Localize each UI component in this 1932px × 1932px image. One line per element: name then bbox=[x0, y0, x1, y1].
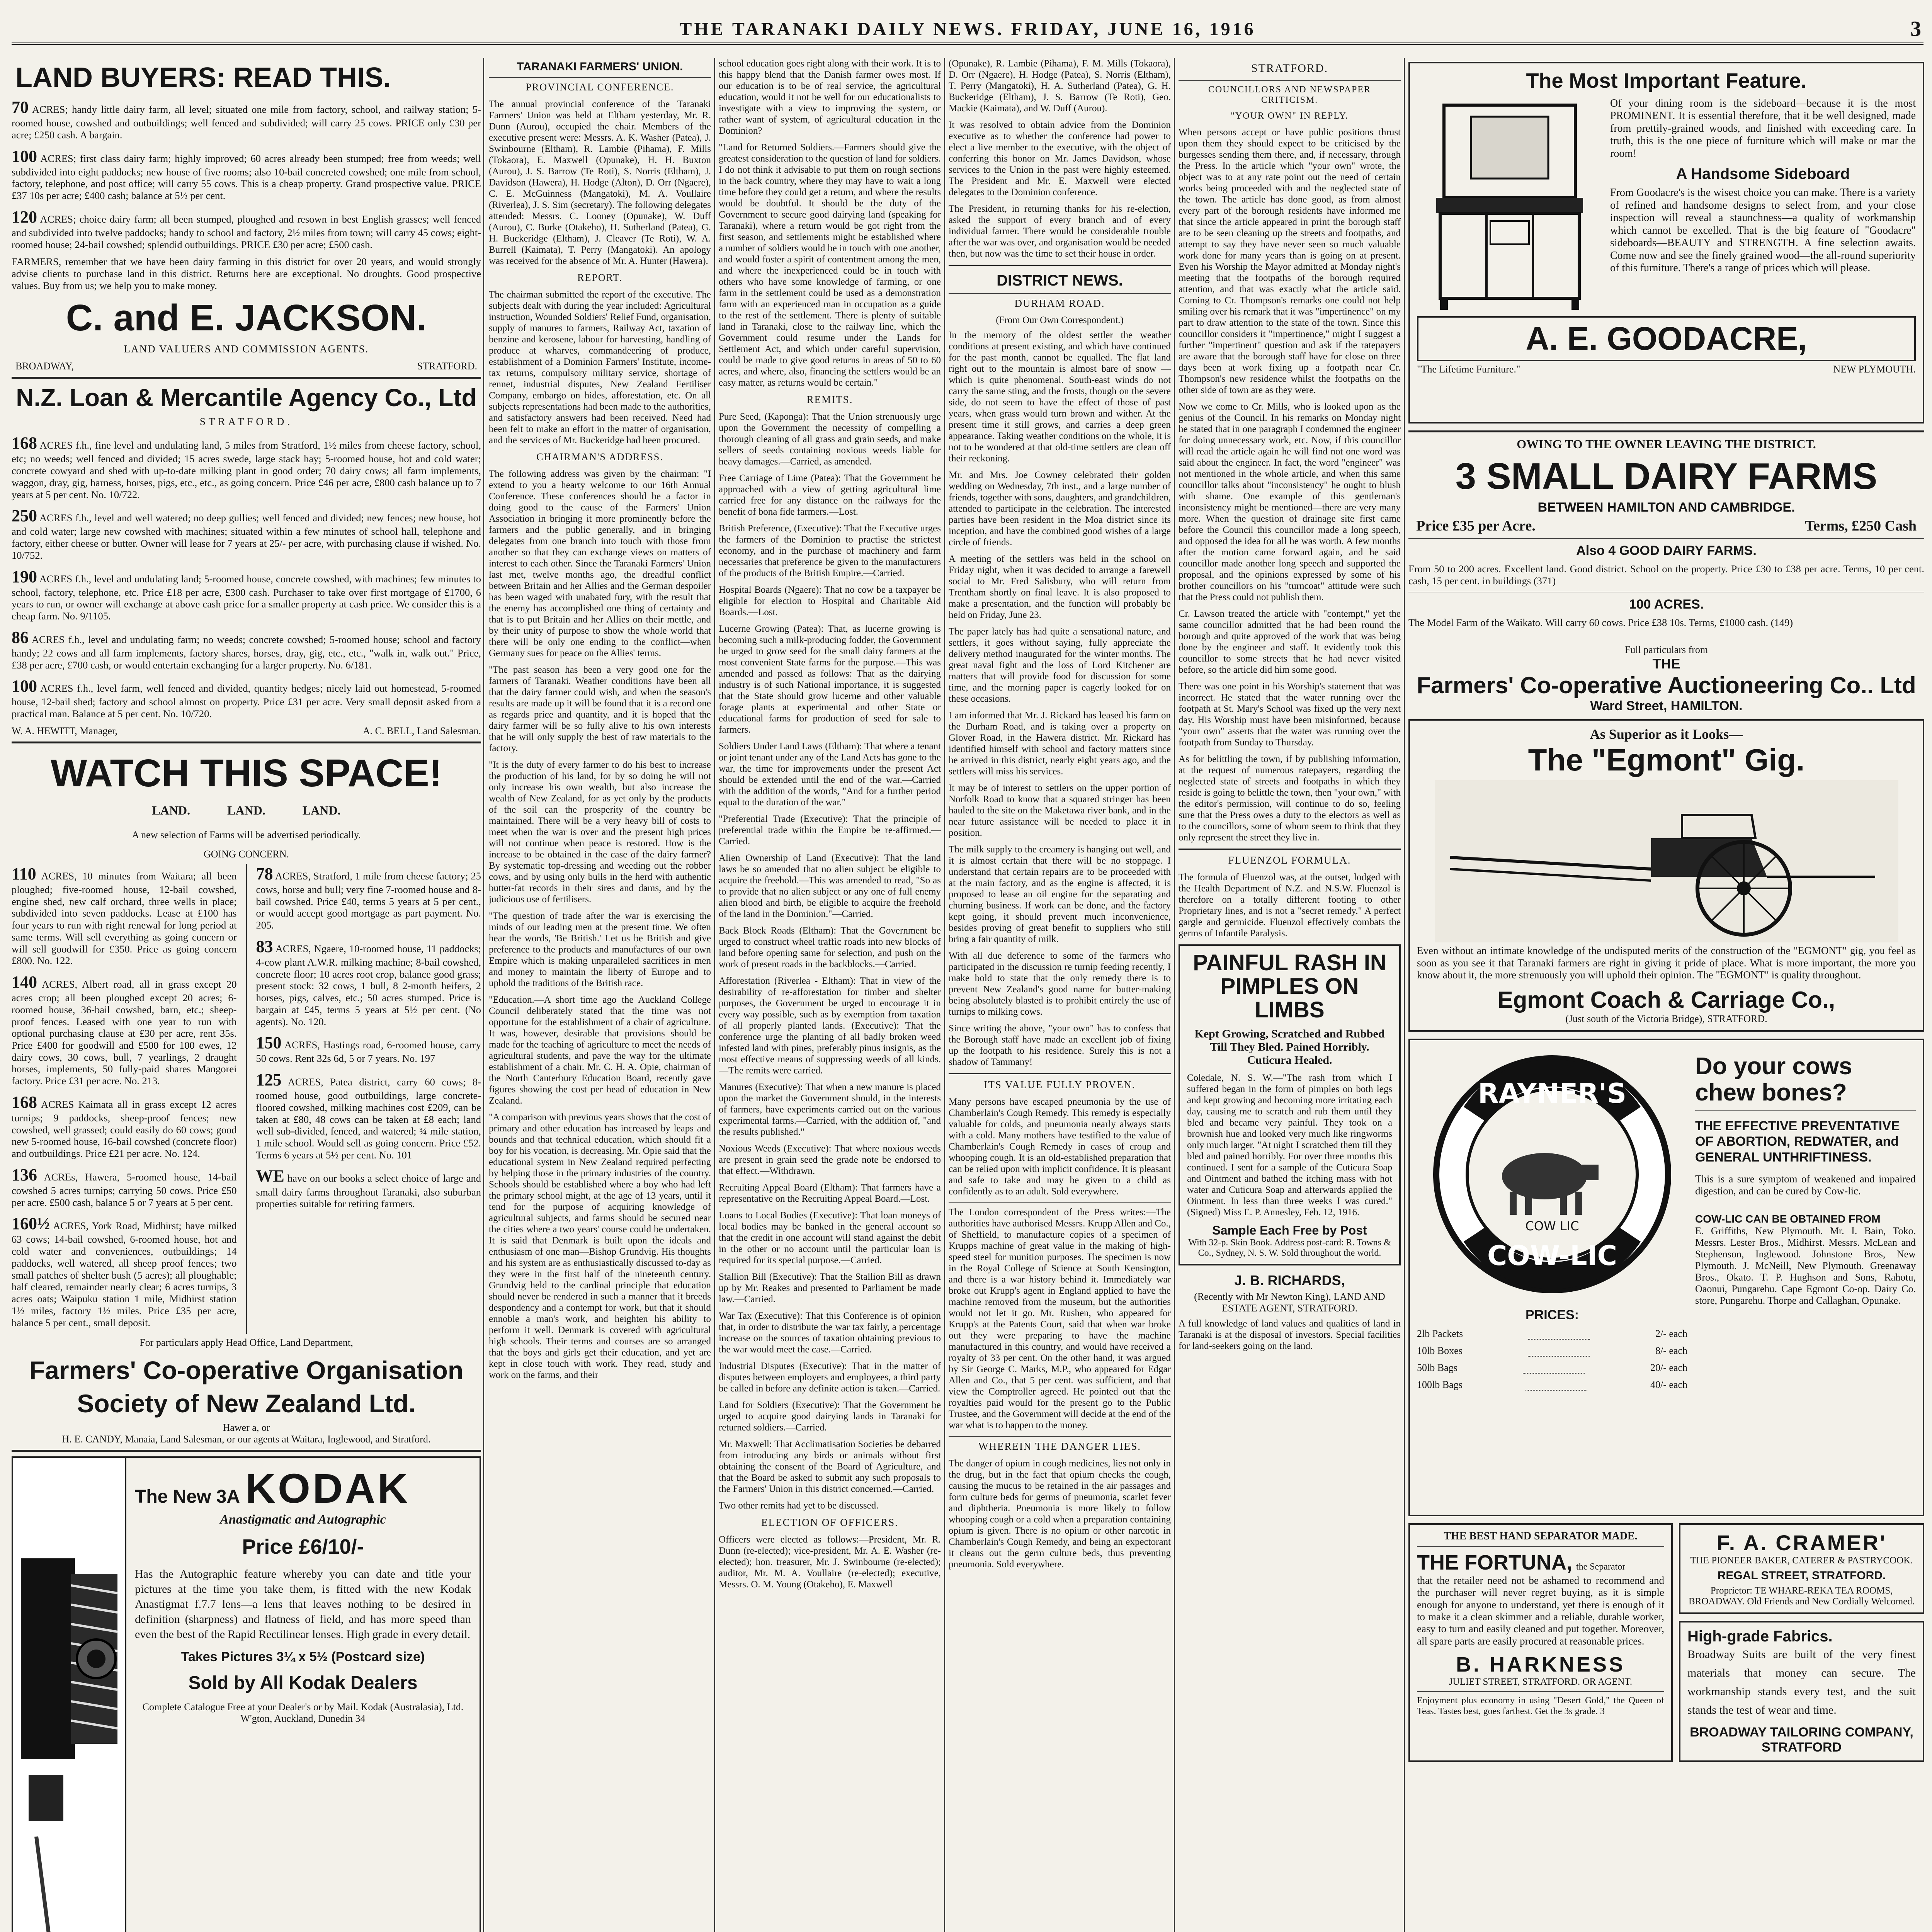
rash-body: Coledale, N. S. W.—"The rash from which I suffered began in the form of pimples on both legs and kept growing and becoming more irritating each day, causing me to scratch and rub them until they bled and became very painful. They took on a brownish hue and looked very much like ringworms only much larger. "At night I scratched them till they bled and pained horribly. For over three months this continued. I sent for a sample of the Cuticura Soap and Ointment and bathed the itching mass with hot water and Cuticura Soap and afterwards applied the Ointment. In less than three weeks I was cured." (Signed) Miss E. P. Annesley, Feb. 12, 1916. bbox=[1187, 1072, 1392, 1218]
dairy-full: Full particulars from bbox=[1624, 644, 1708, 656]
article-paragraph: Mr. Maxwell: That Acclimatisation Societies be debarred from introducing any birds or animals without first obtaining the consent of the Board of Agriculture, and that the Board be asked to submit any such proposals to the Farmers' Union in this district concerned.—Carried. bbox=[719, 1439, 941, 1494]
land-buyers-list bbox=[12, 97, 481, 250]
jackson-sub: LAND VALUERS AND COMMISSION AGENTS. bbox=[124, 343, 369, 355]
price-row: 50lb Bags 20/- each bbox=[1417, 1362, 1687, 1374]
watch-space-ad bbox=[12, 751, 481, 1445]
article-paragraph: Recruiting Appeal Board (Eltham): That farmers have a representative on the Recruiting Appeal Board.—Lost. bbox=[719, 1182, 941, 1204]
article-paragraph: It was resolved to obtain advice from the Dominion executive as to whether the conference had power to elect a live member to the executive, with the object of conferring this honor on Mr. James Davidson, whose services to the Union in the past were highly esteemed. The President and Mr. E. Maxwell were elected delegates to the Dominion conference. bbox=[949, 120, 1171, 197]
fortuna-body: that the retailer need not be ashamed to recommend and the purchaser will never regret buying, as it is simple enough for anyone to understand, yet there is enough of it to make it a clean skimmer and a reliable, durable worker, easy to turn and easily cleaned and put together. Moreover, all spare parts are easily procured at reasonable prices. bbox=[1417, 1575, 1664, 1647]
farmers-union-head: TARANAKI FARMERS' UNION. bbox=[517, 60, 683, 73]
cuticura-ad bbox=[1179, 944, 1401, 1265]
listing: 110 ACRES, 10 minutes from Waitara; all been ploughed; five-roomed house, 12-bail cowshed, engine shed, new calf orchard, three wells in place; subdivided into seven paddocks. Lease at £100 has four years to run with right renewal for long period at same terms. Will sell everything as going concern or will sell goodwill for £350. Price as going concern £800. No. 122. bbox=[12, 864, 237, 967]
dairy-between: BETWEEN HAMILTON AND CAMBRIDGE. bbox=[1537, 500, 1795, 515]
article-paragraph: British Preference, (Executive): That the Executive urges the farmers of the Dominion to practise the strictest economy, and in the purchase of machinery and farm necessaries that preference be given to the manufacturers of the products of the British Empire.—Carried. bbox=[719, 523, 941, 578]
column-rule bbox=[1174, 58, 1175, 1932]
article-paragraph: Hospital Boards (Ngaere): That no cow be a taxpayer be eligible for election to Hospital and Charitable Aid Boards.—Lost. bbox=[719, 585, 941, 617]
rash-sub: Kept Growing, Scratched and Rubbed Till They Bled. Pained Horribly. Cuticura Healed. bbox=[1194, 1027, 1385, 1066]
article-paragraph: Free Carriage of Lime (Patea): That the Government be approached with a view of getting agricultural lime carried free for any distance on the railways for the benefit of bona fide farmers.—Lost. bbox=[719, 473, 941, 517]
kodak-copy bbox=[126, 1458, 480, 1932]
kodak-title-pre: The New 3A bbox=[135, 1486, 240, 1507]
kodak-catalogue: Complete Catalogue Free at your Dealer's or by Mail. Kodak (Australasia), Ltd. W'gton, Auckland, Dunedin 34 bbox=[142, 1701, 464, 1725]
article-paragraph: The danger of opium in cough medicines, lies not only in the drug, but in the fact that opium checks the cough, causing the mucus to be retained in the air passages and form culture beds for germs of pneumonia, scarlet fever and diphtheria. Pneumonia is more likely to follow whooping cough or a cold when a preparation containing opium is given. There is no opium or other narcotic in Chamberlain's Cough Remedy, and being an expectorant it cleans out the germ culture beds, thus preventing pneumonia. Sold everywhere. bbox=[949, 1458, 1171, 1570]
article-paragraph: "Preferential Trade (Executive): That the principle of preferential trade within the Empire be re-affirmed.—Carried. bbox=[719, 814, 941, 847]
article-paragraph: I am informed that Mr. J. Rickard has leased his farm on the Durham Road, and is taking over a property on Glover Road, in the Hawera district. Mr. Rickard has identified himself with school and factory matters since he arrived in this district, nearly eight years ago, and the settlers will miss his services. bbox=[949, 710, 1171, 777]
listing: 136 ACREs, Hawera, 5-roomed house, 14-bail cowshed 5 acres turnips; carrying 50 cows. Price £50 per acre. £500 cash, balance 5 or 7 years at 5 per cent. bbox=[12, 1165, 237, 1208]
kodak-ad bbox=[12, 1456, 481, 1932]
cowlic-obtain: E. Griffiths, New Plymouth. Mr. I. Bain, Toko. Messrs. Lester Bros., Midhirst. Messrs. McLean and Stephenson, Inglewood. Johnstone Bros, New Plymouth. J. McNeill, New Plymouth. Greenaway Bros., Okato. T. P. Hughson and Sons, Rahotu, Oaonui, Pungarehu. Cape Egmont Co-op. Dairy Co. store, Pungarehu. Thorpe and Callaghan, Opunake. bbox=[1695, 1225, 1916, 1306]
dairy-also-body: From 50 to 200 acres. Excellent land. Good district. School on the property. Price £30 to £38 per acre. Terms, 10 per cent. cash, 15 per cent. in buildings (371) bbox=[1408, 563, 1924, 587]
egmont-superior: As Superior as it Looks— bbox=[1590, 726, 1743, 742]
article-paragraph: Officers were elected as follows:—President, Mr. R. Dunn (re-elected); vice-president, Mr. A. E. Washer (re-elected); hon. treasurer, Mr. J. Swinbourne (re-elected); auditor, Mr. M. A. Voullaire (re-elected); executive, Messrs. O. M. Young (Otakeho), E. Maxwell bbox=[719, 1534, 941, 1590]
cramer-sub: THE PIONEER BAKER, CATERER & PASTRYCOOK. bbox=[1690, 1555, 1913, 1566]
dairy-acres: 100 ACRES. bbox=[1629, 597, 1704, 612]
watch-footer: For particulars apply Head Office, Land Department, bbox=[139, 1337, 353, 1349]
article-paragraph: When persons accept or have public positions thrust upon them they should expect to be criticised by the burgesses sending them there, and, if necessary, through the Press. In the article which "your own" wrote, the object was to at any rate point out the need of certain works being proceeded with and the neglected state of the town. The article has done good, as from almost every part of the borough residents have informed me that since the article appeared in print the borough staff are to be seen cleaning up the streets and footpaths, and attempt to say they have never seen so much valuable work done for many years than is going on at present. Even his Worship the Mayor admitted at Monday night's meeting that the footpaths of the borough required attention, and that was exactly what the article said. Coming to Cr. Thompson's remarks one could not help smiling over his remark that it was "impertinence" on my part to draw attention to the state of the town. Since this councillor considers it "impertinence," might I suggest a further "impertinent" question and ask if the ratepayers are aware that the borough staff have for close on three days been at work fixing up a footpath near Cr. Thompson's new residence whilst the footpaths on the other side of town are as they were. bbox=[1179, 127, 1401, 395]
egmont-sub: (Just south of the Victoria Bridge), STRATFORD. bbox=[1565, 1013, 1767, 1025]
column-4 bbox=[949, 58, 1171, 1932]
prices-head: PRICES: bbox=[1526, 1308, 1579, 1323]
listing: 190 ACRES f.h., level and undulating land; 5-roomed house, concrete cowshed, with machines; few minutes to school, factory, telephone, etc. Price £18 per acre, £300 cash. Purchaser to take over first mortgage of £1700, 6 years to run, or owner will exchange at above cash price for a smaller property at cash price. We consider this is a cheap farm. No. 9/1105. bbox=[12, 567, 481, 622]
article-paragraph: War Tax (Executive): That this Conference is of opinion that, in order to distribute the war tax fairly, a percentage increase on the sources of taxation obtaining previous to the war would meet the case.—Carried. bbox=[719, 1311, 941, 1355]
article-paragraph: The following address was given by the chairman: "I extend to you a hearty welcome to our 16th Annual Conference. These conferences should be a factor in doing good to the cause of the Farmers' Union Association in bringing it more prominently before the farmers and the public generally, and in bringing delegates from one branch into touch with those from another so that they can exchange views on matters of interest to each other. Since the Taranaki Farmers' Union last met, twelve months ago, the dreadful conflict between Britain and her Allies and the German despoiler has been waged with unabated fury, with the result that the enemy has accomplished one thing of certainty and that is to put Britain and her Allies on their mettle, and by their unity of purpose to show the whole world that there will be only one ending to the conflict—when Germany sues for peace on the Allies' terms. bbox=[489, 469, 711, 658]
goodacre-tagline: "The Lifetime Furniture." bbox=[1417, 364, 1520, 375]
listing: 250 ACRES f.h., level and well watered; no deep gullies; well fenced and divided; new fences; new house, hot and cold water; large new cowshed with machines; situated within a few minutes of school hall, telephone and factory, either cheese or butter. Owner will lease for 7 years at 25/- per acre, with purchasing clause if wished. No. 10/752. bbox=[12, 506, 481, 561]
article-paragraph: Mr. and Mrs. Joe Cowney celebrated their golden wedding on Wednesday, 7th inst., and a large number of friends, together with sons, daughters, and grandchildren, attended to participate in the celebration. The interested parties have been resident in the Moa district since its inception, and have the combined good wishes of a large circle of friends. bbox=[949, 470, 1171, 548]
nz-loan-ad bbox=[12, 383, 481, 736]
dairy-terms: Terms, £250 Cash bbox=[1805, 518, 1917, 534]
durham-head: DURHAM ROAD. bbox=[1014, 298, 1105, 309]
richards-sub: (Recently with Mr Newton King), LAND AND ESTATE AGENT, STRATFORD. bbox=[1194, 1291, 1385, 1314]
article-paragraph: (Opunake), R. Lambie (Pihama), F. M. Mills (Tokaora), D. Orr (Ngaere), H. Hodge (Patea), S. Norris (Eltham), T. Perry (Mangatoki), H. A. Sutherland (Patea), G. H. Buckeridge (Eltham), J. S. Barrow (Te Roti), Geo. Mackie (Kaimata), and W. Duff (Aurou). bbox=[949, 58, 1171, 114]
article-paragraph: Lucerne Growing (Patea): That, as lucerne growing is becoming such a milk-producing fodder, the Government be urged to grow seed for the small dairy farmers at the most convenient State farms for the purpose.—This was amended and passed as follows: That as the dairying industry is of such National importance, it is suggested that the State should grow lucerne and other valuable forage plants at experimental and other State or educational farms for production of seed for sale to farmers. bbox=[719, 624, 941, 735]
goodacre-p1: Of your dining room is the sideboard—because it is the most PROMINENT. It is essential therefore, that it be well designed, made from prettily-grained woods, and finished with exceeding care. In truth, this is the one piece of furniture which will make or mar the room! bbox=[1610, 97, 1916, 160]
column-3 bbox=[719, 58, 941, 1932]
remits-head: REMITS. bbox=[806, 394, 853, 405]
cramer-prop: Proprietor: TE WHARE-REKA TEA ROOMS, BROADWAY. Old Friends and New Cordially Welcomed. bbox=[1689, 1585, 1915, 1607]
listing: 86 ACRES f.h., level and undulating farm; no weeds; concrete cowshed; 5-roomed house; school and factory handy; 22 cows and all farm implements, factory shares, horses, dray, gig, etc., etc., "walk in, walk out." Price, £38 per acre, £700 cash, or would entertain exchanging for a larger property. No. 6/181. bbox=[12, 628, 481, 671]
article-paragraph: Industrial Disputes (Executive): That in the matter of disputes between employers and employees, a third party be called in before any definite action is taken.—Carried. bbox=[719, 1361, 941, 1394]
stratford-head: STRATFORD. bbox=[1251, 62, 1328, 75]
owing-line: OWING TO THE OWNER LEAVING THE DISTRICT. bbox=[1517, 437, 1816, 451]
article-paragraph: "Land for Returned Soldiers.—Farmers should give the greatest consideration to the question of land for soldiers. I do not think it advisable to put them on rough sections in the back country, where they may have to wait a long time before they could get a return, and where the results would be doubtful. It should be the duty of the Government to secure good dairying land (speaking for Taranaki), where a return would be got right from the first season, and settlements might be established where a number of soldiers would be in touch with one another, and would foster a spirit of contentment among the men, and where the inexperienced could be in touch with others who have some knowledge of farming, or one farm in the settlement could be used as a demonstration farm with an experienced man in occupation as a guide to the rest of the settlement. There is plenty of suitable land in Taranaki, close to the railway line, which the Government could resume under the Lands for Settlement Act, and which under careful supervision, could be made to give good returns in areas of 50 to 60 acres, and where, also, financing the settlers would be an easy matter, as returns would be certain." bbox=[719, 142, 941, 388]
kodak-title: KODAK bbox=[245, 1465, 410, 1512]
listing: 140 ACRES, Albert road, all in grass except 20 acres crop; all been ploughed except 20 acres; 6-roomed house, 36-bail cowshed, barn, etc.; sheep-proof fences. Leased with one year to run with optional purchasing clause at £30 per acre, rent 35s. Price £400 for goodwill and £500 for 100 ewes, 12 dairy cows, 30 cows, bull, 7 yearlings, 2 draught horses, implements, 50 fully-paid shares Mangorei factory. Price £31 per acre. No. 213. bbox=[12, 973, 237, 1087]
nz-loan-signatures: W. A. HEWITT, Manager, A. C. BELL, Land Salesman. bbox=[12, 725, 481, 736]
article-paragraph: The annual provincial conference of the Taranaki Farmers' Union was held at Eltham yesterday, Mr. R. Dunn (Aurou), occupied the chair. Members of the executive present were: Messrs. A. K. Washer (Patea), J. Swinbourne (Eltham), R. Lambie (Pihama), F. Mills (Tokaora), E. Maxwell (Opunake), H. H. Buxton (Aurou), J. S. Barrow (Te Roti), S. Norris (Eltham), J. Davidson (Hawera), H. Hodge (Alton), D. Orr (Ngaere), C. E. McGuinness (Mangatoki), M. A. Voullaire (Riverlea), J. S. Sim (secretary). The following delegates attended: Messrs. C. Looney (Opunake), W. Duff (Aurou), C. Burke (Otakeho), H. Sutherland (Patea), G. H. Buckeridge (Eltham), J. Cleaver (Te Roti), W. A. Burrell (Kaimata), T. Perry (Mangatoki). An apology was received for the absence of Mr. A. Hunter (Hawera). bbox=[489, 99, 711, 266]
column-rule bbox=[714, 58, 715, 1932]
masthead-title: THE TARANAKI DAILY NEWS. FRIDAY, JUNE 16, 1916 bbox=[679, 19, 1256, 39]
kodak-takes: Takes Pictures 3¼ x 5½ (Postcard size) bbox=[181, 1650, 425, 1665]
value-head: ITS VALUE FULLY PROVEN. bbox=[984, 1079, 1136, 1090]
column-2: TARANAKI FARMERS' UNION. PROVINCIAL CONFERENCE. The annual provincial conference of the Taranaki Farmers' Union was held at Eltham yesterday, Mr. R. Dunn (Aurou), occupied the chair. Members of the executive present were: Messrs. A. K. Washer (Patea), J. Swinbourne (Eltham), R. Lambie (Pihama), F. Mills (Tokaora), E. Maxwell (Opunake), H. H. Buxton (Aurou), J. S. Barrow (Te Roti), S. Norris (Eltham), J. Davidson (Hawera), H. Hodge (Alton), D. Orr (Ngaere), C. E. McGuinness (Mangatoki), M. A. Voullaire (Riverlea), J. S. Sim (secretary). The following delegates attended: Messrs. C. Looney (Opunake), W. Duff (Aurou), C. Burke (Otakeho), H. Sutherland (Patea), G. H. Buckeridge (Eltham), J. Cleaver (Te Roti), W. A. Burrell (Kaimata), T. Perry (Mangatoki). An apology was received for the absence of Mr. A. Hunter (Hawera). REPORT. The chairman submitted the report of the executive. The subjects dealt with during the year included: Agricultural instruction, Wounded Soldiers' Relief Fund, organisation, supply of manures to farmers, Railway Act, taxation of benzine and kerosene, labour for harvesting, handling of produce at wharves, commandeering of produce, establishment of a Dominion Farmers' Institute, income-tax returns, compulsory military service, shortage of rennet, industrial disputes, New Zealand Fertiliser Company, embargo on hides, afforestation, etc. On all subjects representations had been made to the authorities, and satisfactory answers had been received. Need had been felt to make an effort in the matter of organisation, and the services of Mr. Buckeridge had been procured. CHAIRMAN'S ADDRESS. The following address was given by the chairman: "I extend to you a hearty welcome to our 16th Annual Conference. These conferences should be a factor in doing good to the cause of the Farmers' Union Association in bringing it more prominently before the farmers and the public generally, and in bringing delegates from one branch into touch with those from another so that they can exchange views on matters of interest to each other. Since the Taranaki Farmers' Union last met, twelve months ago, the dreadful conflict between Britain and her Allies and the German despoiler has been waged with unabated fury, with the result that the enemy has accomplished one thing of certainty and that is to put Britain and her Allies on their mettle, and by their unity of purpose to show the whole world that there will be only one ending to the conflict—when Germany sues for peace on the Allies' terms. "The past season has been a very good one for the farmers of Taranaki. Weather conditions have been all that the dairy farmer could wish, and when the season's results are made up it will be found that it is a record one as regards price and quantity, and it is hoped that the dairy farmer will be so fully alive to his own interests that he will only supply the best of raw materials to the factory. "It is the duty of every farmer to do his best to increase the production of his land, for by so doing he will not only increase his own wealth, but also increase the wealth of New Zealand, for as yet only by the products of the soil can the prosperity of the country be maintained. There will be a very heavy bill of costs to meet when the war is over and the present high prices will not continue when peace is restored. How is the increase to be obtained in the case of the dairy farmer? By systematic top-dressing and weeding out the robber cows, and by using only bulls in the herd with authentic butter-fat records in their sires and dams, and by the judicious use of fertilisers. "The question of trade after the war is exercising the minds of our leading men at the present time. We often hear the words, 'Be British.' Let us be British and give preference to the products and manufactures of our own Empire which is making unparalleled sacrifices in men and money to maintain the liberty of Europe and to uphold the traditions of the British race. "Education.—A short time ago the Auckland College Council deliberately stated that the time was not opportune for the establishment of a chair of agriculture. It was, however, desirable that provisions should be made for the teaching of agriculture to meet the needs of agricultural students, and pave the way for the ultimate establishment of a chair. Mr. C. H. A. Opie, chairman of the North Canterbury Education Board, recently gave figures showing the cost per head of education in New Zealand. "A comparison with previous years shows that the cost of primary and other education has increased by leaps and bounds and that technical education, which should fit a boy for his vocation, is decreasing. Mr. Opie said that the educational system in New Zealand required perfecting by helping those in the primary industries of the country. Schools should be established where a boy who had left the primary school might, at the age of 13 years, until it tend for the purpose of acquiring knowledge of agricultural subjects, and farms should be secured near the cities where a two years' course could be undertaken. It is said that Denmark is built upon the ideals and enthusiasm of one man—Bishop Grundvig. His thoughts and his system are as enthusiastically discussed to-day as they were in the first half of the nineteenth century. Grundvig held to the cardinal principle that education should never be rendered in such a manner that it breeds despondency and a contempt for work, but that it should ennoble a man's work, and heighten his ability to perform it well. Denmark is covered with agricultural high schools. Their terms and courses are so arranged that the boys and girls get their education, and yet are kept in close touch with work. They read, study and work on the farms, and their bbox=[489, 60, 711, 1380]
rash-sample-sub: With 32-p. Skin Book. Address post-card: R. Towns & Co., Sydney, N. S. W. Sold throughout the world. bbox=[1188, 1237, 1391, 1258]
article-paragraph: Manures (Executive): That when a new manure is placed upon the market the Government should, in the interests of farmers, have experiments carried out on the various experimental farms.—Carried, with the addition of, "and the results published." bbox=[719, 1082, 941, 1137]
article-paragraph: Since writing the above, "your own" has to confess that the Borough staff have made an excellent job of fixing up the footpath to his residence. Surely this is not a shadow of Tammany! bbox=[949, 1023, 1171, 1067]
fortuna-name: THE FORTUNA, bbox=[1417, 1551, 1572, 1575]
goodacre-sub: A Handsome Sideboard bbox=[1676, 165, 1850, 183]
cramer-addr: REGAL STREET, STRATFORD. bbox=[1717, 1569, 1886, 1582]
richards-body: A full knowledge of land values and qualities of land in Taranaki is at the disposal of investors. Special facilities for land-seekers going on the land. bbox=[1179, 1318, 1401, 1351]
goodacre-town: NEW PLYMOUTH. bbox=[1833, 364, 1916, 375]
tailoring-firm: BROADWAY TAILORING COMPANY, STRATFORD bbox=[1690, 1725, 1913, 1755]
listing: 168 ACRES Kaimata all in grass except 12 acres turnips; 9 paddocks, sheep-proof fences; new cowshed, well grassed; could easily do 60 cows; good new 5-roomed house, 16-bail cowshed (concrete floor) and outbuildings. Price £21 per acre. No. 124. bbox=[12, 1092, 237, 1160]
dairy-the: THE bbox=[1652, 656, 1680, 672]
cowlic-question: Do your cows chew bones? bbox=[1695, 1053, 1852, 1106]
cowlic-obtain-head: COW-LIC CAN BE OBTAINED FROM bbox=[1695, 1213, 1881, 1225]
sideboard-icon bbox=[1429, 97, 1591, 314]
own-correspondent: (From Our Own Correspondent.) bbox=[996, 315, 1124, 325]
cowlic-ad bbox=[1408, 1039, 1924, 1516]
fortuna-addr: JULIET STREET, STRATFORD. OR AGENT. bbox=[1449, 1677, 1633, 1687]
kodak-sub: Anastigmatic and Autographic bbox=[220, 1512, 386, 1527]
listing: 150 ACRES, Hastings road, 6-roomed house, carry 50 cows. Rent 32s 6d, 5 or 7 years. No. 197 bbox=[256, 1033, 481, 1065]
fortuna-head: THE BEST HAND SEPARATOR MADE. bbox=[1444, 1530, 1638, 1543]
cowlic-sure: This is a sure symptom of weakened and impaired digestion, and can be cured by Cow-lic. bbox=[1695, 1173, 1916, 1197]
article-paragraph: With all due deference to some of the farmers who participated in the discussion re turnip feeding recently, I make bold to state that the only remedy there is to prevent New Zealand's good name for butter-making being absolutely blasted is to prohibit entirely the use of turnips to milking cows. bbox=[949, 951, 1171, 1017]
councillors-head: COUNCILLORS AND NEWSPAPER CRITICISM. bbox=[1208, 85, 1371, 105]
watch-sub: A new selection of Farms will be advertised periodically. bbox=[132, 829, 361, 840]
cramer-ad bbox=[1679, 1523, 1924, 1614]
svg-text:COW LIC: COW LIC bbox=[1525, 1219, 1579, 1234]
kodak-body: Has the Autographic feature whereby you can date and title your pictures at the time you take them, is fitted with the new Kodak Anastigmat f.7.7 lens—a lens that leaves nothing to be desired in definition (sharpness) and flatness of field, and has more speed than even the best of the Rapid Rectilinear lenses. High grade in every detail. bbox=[135, 1568, 471, 1641]
your-own-head: "YOUR OWN" IN REPLY. bbox=[1231, 111, 1349, 121]
dairy-firm: Farmers' Co-operative Auctioneering Co.. Ltd bbox=[1417, 672, 1916, 699]
listing: 168 ACRES f.h., fine level and undulating land, 5 miles from Stratford, 1½ miles from cheese factory, school, etc; no weeds; well fenced and divided; 15 acres swede, large stack hay; 5-roomed house, hot and cold water; concrete cowyard and shed with up-to-date milking plant in good order; 70 dairy cows; all farm implements, waggon, dray, gig, harness, horses, pigs, etc., etc., as going concern. Price £46 per acre, £800 cash balance up to 7 years at 5 per cent. No. 10/722. bbox=[12, 434, 481, 500]
jackson-address: BROADWAY, STRATFORD. bbox=[15, 361, 477, 372]
listing: 125 ACRES, Patea district, carry 60 cows; 8-roomed house, good outbuildings, large concrete-floored cowshed, milking machines cost £209, can be taken at £80, 48 cows can be taken at £8 each; land well sub-divided, fenced, and watered; ¾ mile station, 1 mile school. Would sell as going concern. Price £52. Terms 6 years at 5½ per cent. No. 101 bbox=[256, 1070, 481, 1161]
fluenzol-head: FLUENZOL FORMULA. bbox=[1228, 854, 1351, 866]
camera-illustration bbox=[13, 1458, 126, 1932]
article-paragraph: The milk supply to the creamery is hanging out well, and it is almost certain that there will be no stoppage. I understand that certain repairs are to be proceeded with at the main factory, and as the engine is affected, it is proposed to lease an oil engine for the separating and churning business. If work can be done, and the factory kept going, it should prevent much inconvenience, besides proving of great benefit to suppliers who still bring a fair quantity of milk. bbox=[949, 844, 1171, 944]
goodacre-name: A. E. GOODACRE, bbox=[1417, 316, 1916, 361]
listing: 160½ ACRES, York Road, Midhirst; have milked 63 cows; 14-bail cowshed, 6-roomed house, hot and cold water and conveniences, outbuildings; 14 paddocks, well watered, all sheep proof fences; two small patches of shelter bush (5 acres); all ploughable; half cleared, remainder nearly clear; 6 acres turnips, 3 acres oats; Waipuku station 1 mile, Midhirst station 1½ miles, factory 1½ miles. Price £35 per acre, balance 5 per cent., small deposit. bbox=[12, 1214, 237, 1328]
jackson-firm: C. and E. JACKSON. bbox=[66, 297, 427, 339]
article-paragraph: school education goes right along with their work. It is to this happy blend that the Danish farmer owes most. If our education is to be of real service, the agricultural education, would it not be well for our educationalists to investigate with a view to improving the system, or rather want of system, of agricultural education in the Dominion? bbox=[719, 58, 941, 136]
desert-gold: Enjoyment plus economy in using "Desert Gold," the Queen of Teas. Tastes best, goes farthest. Get the 3s grade. 3 bbox=[1417, 1696, 1664, 1716]
org-line-2: Society of New Zealand Ltd. bbox=[77, 1389, 416, 1418]
article-paragraph: Afforestation (Riverlea - Eltham): That in view of the desirability of re-afforestation for timber and shelter purposes, the Government be urged to encourage it in every way possible, such as by exemption from taxation of all properly planted lands. (Executive): That the conference urge the planting of all badly broken weed infested land with pines, preferably pinus insignis, as the most effective means of suppressing weeds of all kinds.—The remits were carried. bbox=[719, 976, 941, 1076]
article-paragraph: "The past season has been a very good one for the farmers of Taranaki. Weather conditions have been all that the dairy farmer could wish, and when the season's results are made up it will be found that it is a record one as regards price and quantity, and it is hoped that the dairy farmer will be so fully alive to his own interests that he will only supply the best of raw materials to the factory. bbox=[489, 665, 711, 753]
tailoring-body: Broadway Suits are built of the very finest materials that money can secure. The workmanship stands every test, and the suit stands the test of wear and time. bbox=[1687, 1648, 1916, 1717]
column-6 bbox=[1408, 58, 1924, 1932]
egmont-head: The "Egmont" Gig. bbox=[1528, 743, 1805, 777]
cowlic-preventative: THE EFFECTIVE PREVENTATIVE OF ABORTION, REDWATER, and GENERAL UNTHRIFTINESS. bbox=[1695, 1118, 1900, 1165]
egmont-gig-ad bbox=[1408, 719, 1924, 1032]
goodacre-head: The Most Important Feature. bbox=[1526, 69, 1807, 92]
price-row: 100lb Bags 40/- each bbox=[1417, 1379, 1687, 1391]
article-paragraph: The President, in returning thanks for his re-election, asked the support of every branch and of every individual farmer. There would be considerable trouble after the war was over, and organisation would be needed then, but now was the time to set their house in order. bbox=[949, 204, 1171, 259]
going-concern: GOING CONCERN. bbox=[204, 848, 289, 860]
article-paragraph: Land for Soldiers (Executive): That the Government be urged to acquire good dairying lands in Taranaki for returned soldiers.—Carried. bbox=[719, 1400, 941, 1433]
tailoring-head: High-grade Fabrics. bbox=[1687, 1628, 1833, 1645]
article-paragraph: In the memory of the oldest settler the weather conditions at present existing, and which have continued for the past month, cannot be equalled. The flat land right out to the mountain is almost bare of snow — which is quite phenomenal. South-east winds do not carry the same sting, and the frosts, though on the severe side, do not seem to have the effect of those of past years, when grass would turn brown and wither. At the present time it still grows, and carries a deep green appearance. Taking weather conditions on the whole, it is not to be wondered at that old-time settlers are clean off their reckoning. bbox=[949, 330, 1171, 464]
article-paragraph: Many persons have escaped pneumonia by the use of Chamberlain's Cough Remedy. This remedy is especially valuable for colds, and pneumonia nearly always starts with a cold. Many mothers have testified to the value of Chamberlain's Cough Remedy in cases of croup and whooping cough. It is an old-established preparation that can be relied upon with implicit confidence. It is pleasant and safe to take and may be given to a child as confidently as to an adult. Sold everywhere. bbox=[949, 1097, 1171, 1197]
article-paragraph: "A comparison with previous years shows that the cost of primary and other education has increased by leaps and bounds and that technical education, which should fit a boy for his vocation, is decreasing. Mr. Opie said that the educational system in New Zealand required perfecting by helping those in the primary industries of the country. Schools should be established where a boy who had left the primary school might, at the age of 13 years, until it tend for the purpose of acquiring knowledge of agricultural subjects, and farms should be secured near the cities where a two years' course could be undertaken. It is said that Denmark is built upon the ideals and enthusiasm of one man—Bishop Grundvig. His thoughts and his system are as enthusiastically discussed to-day as they were in the first half of the nineteenth century. Grundvig held to the cardinal principle that education should never be rendered in such a manner that it breeds despondency and a contempt for work, but that it should ennoble a man's work, and heighten his ability to perform it well. Denmark is covered with agricultural high schools. Their terms and courses are so arranged that the boys and girls get their education, and yet are kept in close touch with work. They read, study and work on the farms, and their bbox=[489, 1112, 711, 1380]
article-paragraph: Loans to Local Bodies (Executive): That loan moneys of local bodies may be banked in the general account so that the credit in one account will stand against the debit in the other or no account until the particular loan is required for its special purpose.—Carried. bbox=[719, 1210, 941, 1265]
fortuna-firm: B. HARKNESS bbox=[1456, 1653, 1626, 1677]
column-rule bbox=[483, 58, 484, 1932]
article-paragraph: Stallion Bill (Executive): That the Stallion Bill as drawn up by Mr. Reakes and presented to Parliament be made law.—Carried. bbox=[719, 1272, 941, 1304]
tailoring-ad bbox=[1679, 1621, 1924, 1762]
svg-text:RAYNER'S: RAYNER'S bbox=[1478, 1078, 1627, 1110]
rash-head: PAINFUL RASH IN PIMPLES ON LIMBS bbox=[1193, 950, 1386, 1022]
dairy-head: 3 SMALL DAIRY FARMS bbox=[1455, 456, 1878, 497]
land-buyers-ad bbox=[12, 62, 481, 372]
svg-text:COW-LIC: COW-LIC bbox=[1487, 1240, 1617, 1272]
listing: 70 ACRES; handy little dairy farm, all level; situated one mile from factory, school, and railway station; 5-roomed house, cowshed and outbuildings; well fenced and subdivided; will carry 25 cows. PRICE only £30 per acre; £250 cash. A bargain. bbox=[12, 98, 481, 141]
dairy-addr: Ward Street, HAMILTON. bbox=[1590, 699, 1743, 714]
watch-list-left bbox=[12, 864, 237, 1334]
fortuna-ad bbox=[1408, 1523, 1673, 1762]
masthead bbox=[12, 15, 1923, 45]
land-row: LAND. LAND. LAND. bbox=[152, 803, 341, 817]
listing: 83 ACRES, Ngaere, 10-roomed house, 11 paddocks; 4-cow plant A.W.R. milking machine; 8-bail cowshed, concrete floor; 10 acres root crop, balance good grass; present stock: 32 cows, 1 bull, 8 2-month heifers, 2 horses, pigs, calves, etc.; 50 acres stumped. Price is bargain at £45, terms 5 years at 5½ per cent. (No agents). No. 120. bbox=[256, 937, 481, 1027]
article-paragraph: The formula of Fluenzol was, at the outset, lodged with the Health Department of N.Z. and N.S.W. Fluenzol is therefore on a totally different footing to other Proprietary lines, and is not a "secret remedy." A perfect gargle and germicide. Fluenzol effectively combats the germs of Infantile Paralysis. bbox=[1179, 872, 1401, 939]
watch-list-right bbox=[256, 864, 481, 1334]
column-1 bbox=[12, 58, 481, 1932]
listing: 100 ACRES; first class dairy farm; highly improved; 60 acres already been stumped; free from weeds; well subdivided into eight paddocks; new house of five rooms; also 10-bail concreted cowshed; one mile from school, factory, telephone, and post office; will carry 55 cows. This is a cheap property. Grand prospective value. PRICE £37 10s per acre; £400 cash; balance at 5½ per cent. bbox=[12, 146, 481, 201]
article-paragraph: A meeting of the settlers was held in the school on Friday night, when it was decided to arrange a farewell social to Mr. Fred Salisbury, who will return from Trentham shortly on final leave. It is also proposed to make a presentation, and the function will probably be held on Friday, June 23. bbox=[949, 554, 1171, 620]
kodak-camera-icon bbox=[13, 1458, 125, 1932]
article-paragraph: The paper lately has had quite a sensational nature, and settlers, it goes without saying, fully appreciate the delivery method inaugurated for the winter months. The great naval fight and the loss of Lord Kitchener are matters that will provide food for discussion for some time, and the morning paper is eagerly looked for on these occasions. bbox=[949, 626, 1171, 704]
nz-loan-place: STRATFORD. bbox=[199, 416, 293, 428]
listing: WE have on our books a select choice of large and small dairy farms throughout Taranaki, also suburban properties suitable for retiring farmers. bbox=[256, 1167, 481, 1210]
watch-headline: WATCH THIS SPACE! bbox=[51, 751, 442, 795]
article-paragraph: There was one point in his Worship's statement that was incorrect. He stated that the water running over the footpath at St. Mary's School was fixed up the very next day. His Worship must have been misinformed, because "your own" asserts that the water was running over the footpath from Sunday to Thursday. bbox=[1179, 681, 1401, 748]
article-paragraph: Pure Seed, (Kaponga): That the Union strenuously urge upon the Government the necessity of compelling a thorough cleaning of all grass and grain seeds, and make sellers of seeds containing noxious weeds liable for heavy damages.—Carried, as amended. bbox=[719, 412, 941, 467]
page-number: 3 bbox=[1910, 17, 1923, 41]
gig-carriage-icon bbox=[1435, 780, 1898, 942]
article-paragraph: Cr. Lawson treated the article with "contempt," yet the same councillor admitted that he had been round the borough and quite approved of the work that was being done by the engineer and staff. It evidently took this councillor to some streets that he had never visited before, so the article did him some good. bbox=[1179, 609, 1401, 675]
sideboard-illustration bbox=[1417, 97, 1602, 314]
district-news-head: DISTRICT NEWS. bbox=[997, 272, 1123, 289]
dairy-acres-body: The Model Farm of the Waikato. Will carry 60 cows. Price £38 10s. Terms, £1000 cash. (149) bbox=[1408, 617, 1793, 629]
land-buyers-headline: LAND BUYERS: READ THIS. bbox=[15, 62, 391, 93]
listing: 78 ACRES, Stratford, 1 mile from cheese factory; 25 cows, horse and bull; very fine 7-roomed house and 8-bail cowshed. Price £40, terms 5 years at 5 per cent., or would accept good mortgage as part payment. No. 205. bbox=[256, 864, 481, 931]
article-paragraph: It may be of interest to settlers on the upper portion of Norfolk Road to know that a squared stringer has been hauled to the site on the Maketawa river bank, and in the near future assistance will be needed to place it in position. bbox=[949, 783, 1171, 838]
column-rule bbox=[1404, 58, 1405, 1932]
article-paragraph: "The question of trade after the war is exercising the minds of our leading men at the present time. We often hear the words, 'Be British.' Let us be British and give preference to the products and manufactures of our own Empire which is making unparalleled sacrifices in men and money to maintain the liberty of Europe and to uphold the traditions of the British race. bbox=[489, 911, 711, 988]
article-paragraph: The London correspondent of the Press writes:—The authorities have authorised Messrs. Krupp Allen and Co., of Sheffield, to manufacture copies of a specimen of Krupps machine of great value in the making of high-speed steel for munition purposes. The specimen is now in the Royal College of Science at South Kensington, and there is a war history behind it. Immediately war broke out Krupp's agent in England applied to have the machine removed from the museum, but the authorities would not let it go. Mr. Rushen, who appeared for Krupp's at the Patents Court, said that when war broke out they were preparing to have the machine manufactured in this country, and would have received a royalty of 33 per cent. On the other hand, it was argued by Sir George C. Marks, M.P., who appeared for Edgar Allen and Co., that 5 per cent. was sufficient, and that view the Comptroller agreed. He pointed out that the royalties paid would for the present go to the Public Trustee, and the Government will decide at the end of the war what is to happen to the money. bbox=[949, 1207, 1171, 1430]
egmont-body: Even without an intimate knowledge of the undisputed merits of the construction of the "EGMONT" gig, you feel as soon as you see it that Taranaki farmers are right in giving it pride of place. What is more important, the more you know about it, the more strenuously you will uphold their opinion. The "EGMONT" is quality throughout. bbox=[1417, 945, 1916, 981]
listing: 100 ACRES f.h., level farm, well fenced and divided, quantity hedges; nicely laid out homestead, 5-roomed house, 12-bail shed; factory and school almost on property. Price £31 per acre. Very small deposit asked from a practical man. Balance at 5 per cent. No. 10/720. bbox=[12, 677, 481, 720]
cramer-name: F. A. CRAMER' bbox=[1716, 1531, 1887, 1555]
fortuna-name-sub: the Separator bbox=[1576, 1562, 1626, 1572]
column-5 bbox=[1179, 58, 1401, 1932]
article-paragraph: As for belittling the town, if by publishing information, at the request of numerous ratepayers, regarding the neglected state of streets and footpaths in which they reside is going to belittle the town, then "your own," with the editor's permission, will continue to do so, feeling sure that the Press owes a duty to the electors as well as to the councillors, some of whom seem to think that they only represent the street they live in. bbox=[1179, 754, 1401, 843]
article-paragraph: "It is the duty of every farmer to do his best to increase the production of his land, for by so doing he will not only increase his own wealth, but also increase the wealth of New Zealand, for as yet only by the products of the soil can the prosperity of the country be maintained. There will be a very heavy bill of costs to meet when the war is over and the present high prices will not continue when peace is restored. How is the increase to be obtained in the case of the dairy farmer? By systematic top-dressing and weeding out the robber cows, and by using only bulls in the herd with authentic butter-fat records in their sires and dams, and by the judicious use of fertilisers. bbox=[489, 760, 711, 905]
dairy-also: Also 4 GOOD DAIRY FARMS. bbox=[1576, 543, 1757, 558]
article-paragraph: Alien Ownership of Land (Executive): That the land laws be so amended that no alien subject be eligible to acquire the freehold.—This was amended to read, "So as to provide that no alien subject or any one of full enemy alien blood and birth, be eligible to acquire the freehold of the land in the Dominion."—Carried. bbox=[719, 853, 941, 919]
article-paragraph: Two other remits had yet to be discussed. bbox=[719, 1500, 879, 1511]
election-head: ELECTION OF OFFICERS. bbox=[761, 1517, 898, 1528]
goodacre-p2: From Goodacre's is the wisest choice you can make. There is a variety of refined and handsome designs to select from, and your close inspection will reveal a staunchness—a quality of workmanship which cannot be excelled. That is the big feature of "Goodacre" sideboards—BEAUTY and STRENGTH. A fine selection awaits. Come now and see the finely grained wood—the all-round superiority of this furniture. There's a range of prices which will please. bbox=[1610, 187, 1916, 274]
richards-name: J. B. RICHARDS, bbox=[1234, 1272, 1345, 1288]
kodak-price: Price £6/10/- bbox=[242, 1535, 364, 1559]
land-buyers-note: FARMERS, remember that we have been dairy farming in this district for over 20 years, and would strongly advise clients to purchase land in this district. Returns here are exceptional. No droughts. Good prospective values. Buy from us; we help you to make money. bbox=[12, 256, 481, 291]
org-line-4: H. E. CANDY, Manaia, Land Salesman, or our agents at Waitara, Inglewood, and Stratford. bbox=[62, 1434, 431, 1445]
farmers-union-sub: PROVINCIAL CONFERENCE. bbox=[526, 82, 674, 93]
dairy-price: Price £35 per Acre. bbox=[1416, 518, 1536, 534]
org-line-1: Farmers' Co-operative Organisation bbox=[29, 1356, 464, 1385]
article-paragraph: Soldiers Under Land Laws (Eltham): That where a tenant or joint tenant under any of the Land Acts has gone to the war, the time for improvements under the present Act should be extended until the end of the war.—Carried with the addition of the words, "And for a further period equal to the duration of the war." bbox=[719, 741, 941, 808]
article-paragraph: The chairman submitted the report of the executive. The subjects dealt with during the year included: Agricultural instruction, Wounded Soldiers' Relief Fund, organisation, supply of manures to farmers, Railway Act, taxation of benzine and kerosene, labour for harvesting, handling of produce at wharves, commandeering of produce, establishment of a Dominion Farmers' Institute, income-tax returns, compulsory military service, shortage of rennet, industrial disputes, New Zealand Fertiliser Company, embargo on hides, afforestation, etc. On all subjects representations had been made to the authorities, and satisfactory answers had been received. Need had been felt to make an effort in the matter of organisation, and the services of Mr. Buckeridge had been procured. bbox=[489, 289, 711, 446]
cowlic-logo-icon bbox=[1429, 1049, 1676, 1300]
kodak-sold: Sold by All Kodak Dealers bbox=[188, 1673, 418, 1694]
rash-sample: Sample Each Free by Post bbox=[1212, 1223, 1367, 1237]
column-rule bbox=[944, 58, 945, 1932]
org-line-3: Hawer a, or bbox=[223, 1422, 270, 1434]
dairy-farms-ad bbox=[1408, 437, 1924, 714]
goodacre-ad bbox=[1408, 62, 1924, 423]
article-paragraph: Noxious Weeds (Executive): That where noxious weeds are present in grain seed the grade note be endorsed to that effect.—Withdrawn. bbox=[719, 1143, 941, 1176]
price-row: 10lb Boxes 8/- each bbox=[1417, 1345, 1687, 1357]
listing: 120 ACRES; choice dairy farm; all been stumped, ploughed and resown in best English grasses; well fenced and subdivided into twelve paddocks; handy to school and factory, 2½ miles from town; will carry 45 cows; eight-roomed house; 24-bail cowshed; splendid outbuildings. PRICE £30 per acre; £500 cash. bbox=[12, 207, 481, 250]
article-paragraph: "Education.—A short time ago the Auckland College Council deliberately stated that the time was not opportune for the establishment of a chair of agriculture. It was, however, desirable that provisions should be made for the teaching of agriculture to meet the needs of agricultural students, and pave the way for the ultimate establishment of a chair. Mr. C. H. A. Opie, chairman of the North Canterbury Education Board, recently gave figures showing the cost per head of education in New Zealand. bbox=[489, 995, 711, 1106]
price-row: 2lb Packets 2/- each bbox=[1417, 1328, 1687, 1340]
egmont-firm: Egmont Coach & Carriage Co., bbox=[1497, 987, 1835, 1013]
danger-head: WHEREIN THE DANGER LIES. bbox=[978, 1440, 1141, 1452]
nz-loan-headline: N.Z. Loan & Mercantile Agency Co., Ltd bbox=[16, 384, 477, 412]
article-paragraph: Now we come to Cr. Mills, who is looked upon as the genius of the Council. In his remarks on Monday night he stated that in one paragraph I condemned the engineer for doing unnecessary work, etc. Now, if this councillor will read the article again he will find not one word was said about the engineer. In fact, the word "engineer" was not mentioned in the whole article, and when this same councillor talks about "inconsistency" he ought to blush with shame. One example of this gentleman's inconsistency might be mentioned—there are very many more. When the question of drainage site first came before the Council this councillor made a long speech, and opposed the idea for all he was worth. A few months after the motion came forward again, and he said councillor made another long speech and supported the proposal, and the opinions expressed by some of his brother councillors on his "turncoat" attitude were such that the Press could not publish them. bbox=[1179, 401, 1401, 602]
article-paragraph: Back Block Roads (Eltham): That the Government be urged to construct wheel traffic roads into new blocks of land before opening same for selection, and push on the work of present roads in the backblocks.—Carried. bbox=[719, 925, 941, 969]
